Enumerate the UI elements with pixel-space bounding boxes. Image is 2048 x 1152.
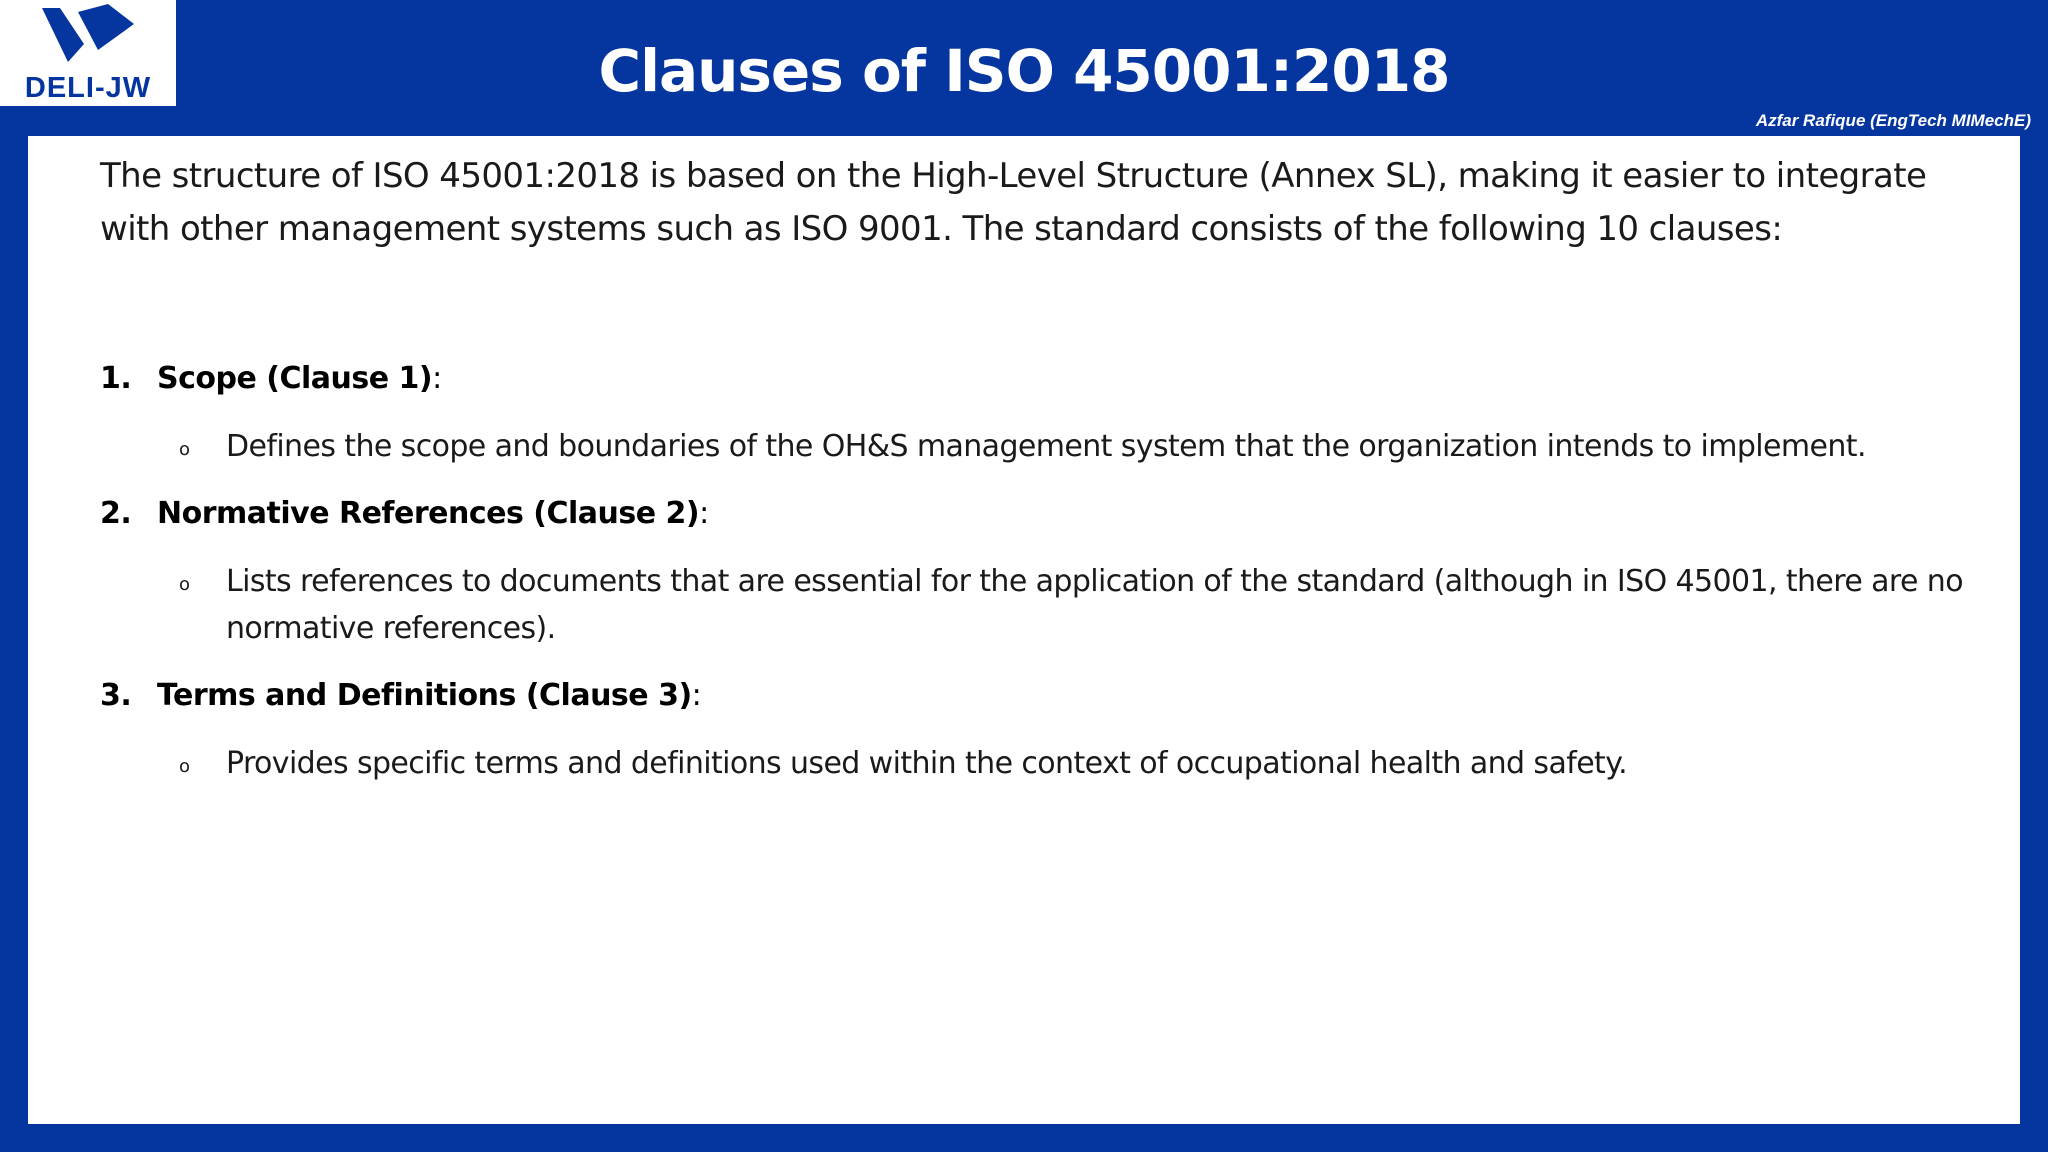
clause-detail	[100, 558, 1986, 652]
clause-details	[100, 558, 1980, 652]
clause-detail-text: Provides specific terms and definitions used within the context of occupational health and safety.	[226, 746, 1628, 781]
clause-colon: :	[432, 361, 442, 396]
clause-detail-text: Lists references to documents that are essential for the application of the standard (although in ISO 45001, there are no normative references).	[226, 564, 1963, 646]
circle-bullet-icon: o	[179, 574, 190, 595]
clause-details	[100, 423, 1980, 470]
clause-detail	[100, 740, 1986, 787]
clause-colon: :	[699, 496, 709, 531]
clause-item	[100, 357, 1980, 470]
clause-title: Normative References (Clause 2)	[157, 496, 700, 531]
clause-number: 1.	[100, 361, 132, 396]
clause-number: 3.	[100, 678, 132, 713]
clause-details	[100, 740, 1980, 787]
clause-heading	[100, 357, 1980, 401]
page-title: Clauses of ISO 45001:2018	[598, 37, 1450, 105]
clause-heading	[100, 674, 1980, 718]
logo-text: DELI-JW	[24, 72, 152, 104]
clause-heading	[100, 492, 1980, 536]
clause-colon: :	[691, 678, 702, 713]
clause-detail	[100, 423, 1986, 470]
author-credit: Azfar Rafique (EngTech MIMechE)	[1755, 111, 2031, 130]
content-panel	[28, 136, 2020, 1124]
intro-paragraph: The structure of ISO 45001:2018 is based on the High-Level Structure (Annex SL), making it easier to integrate with other management systems such as ISO 9001. The standard consists of the following 10 clauses:	[100, 156, 1927, 249]
clause-item	[100, 492, 1980, 652]
circle-bullet-icon: o	[179, 756, 190, 777]
clause-list	[100, 357, 1980, 809]
clause-item	[100, 674, 1980, 787]
clause-title: Scope (Clause 1)	[157, 361, 433, 396]
clause-detail-text: Defines the scope and boundaries of the OH&S management system that the organization intends to implement.	[226, 429, 1866, 464]
clause-number: 2.	[100, 496, 132, 531]
circle-bullet-icon: o	[179, 439, 190, 460]
clause-title: Terms and Definitions (Clause 3)	[157, 678, 692, 713]
